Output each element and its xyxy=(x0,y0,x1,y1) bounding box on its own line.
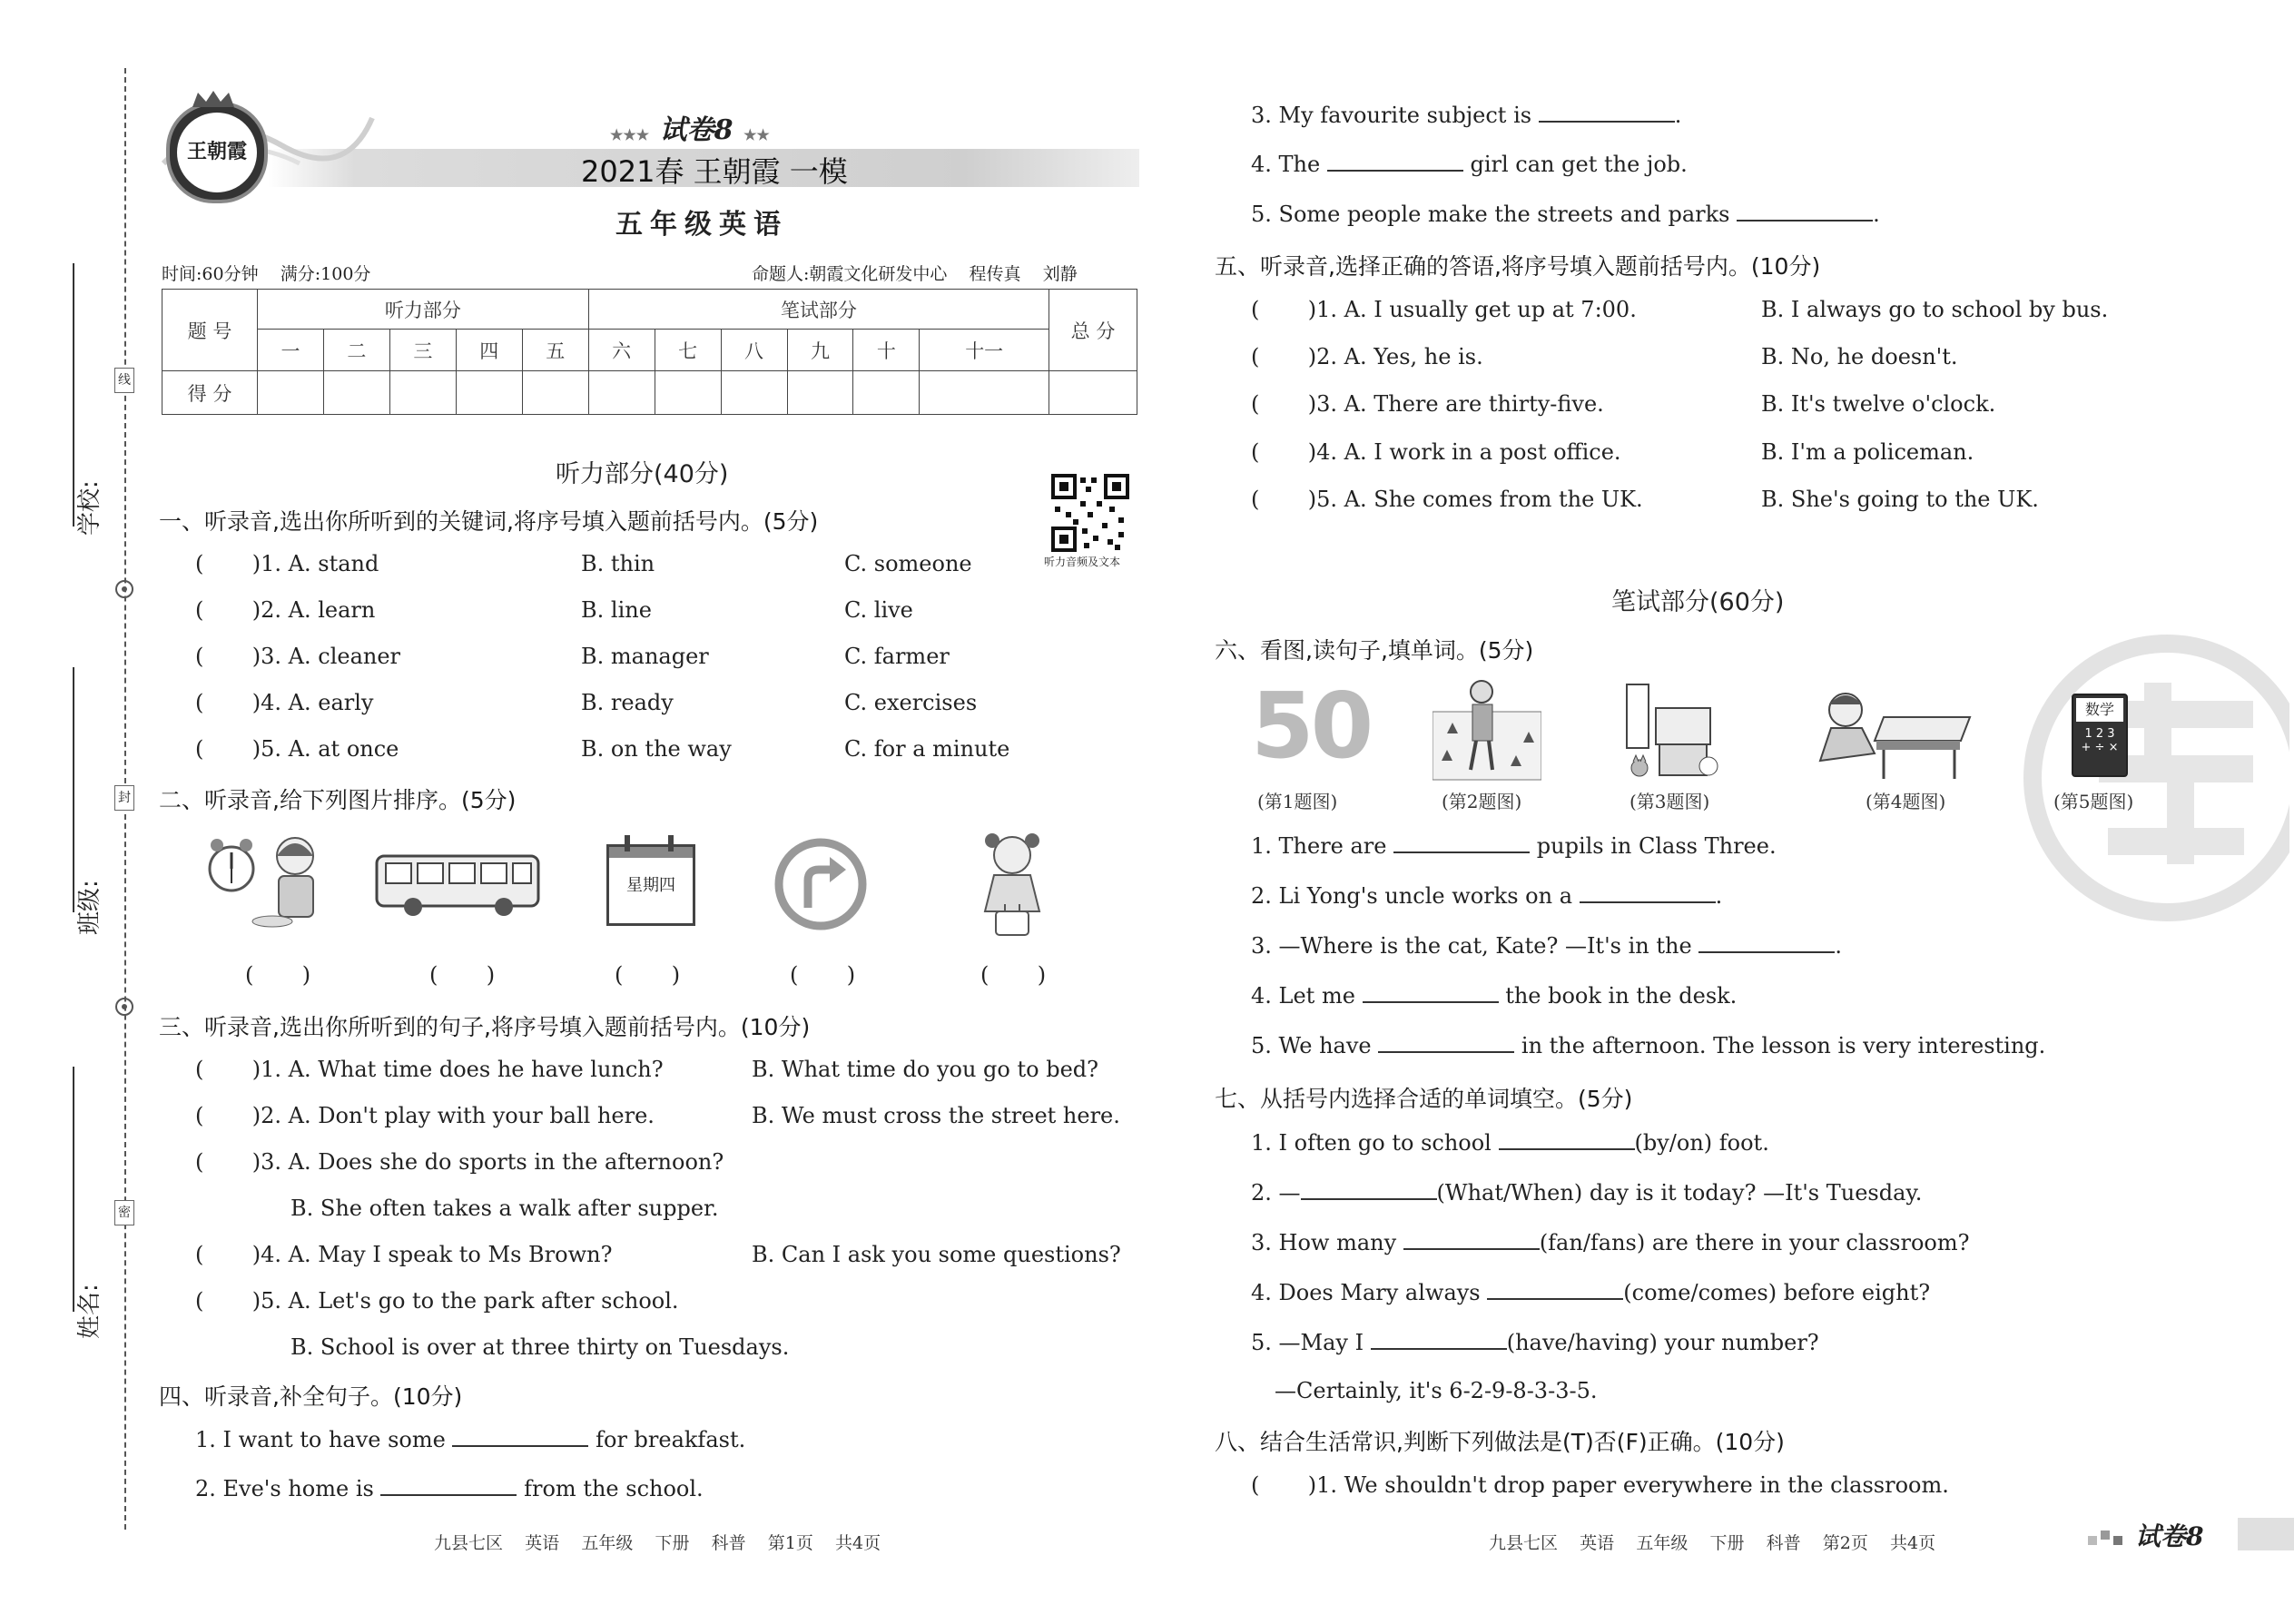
s6-q3 xyxy=(1251,933,1842,959)
s6-q1-text-b: pupils in Class Three. xyxy=(1536,833,1777,859)
s6-q4-text-b: the book in the desk. xyxy=(1505,983,1738,1009)
stars-left: ★★★ xyxy=(610,126,650,143)
s6-q2-text-a: 2. Li Yong's uncle works on a xyxy=(1251,883,1572,909)
s1-item-4-b: B. ready xyxy=(581,690,674,715)
s7-q3-text-a: 3. How many xyxy=(1251,1230,1397,1255)
left-footer: 九县七区 英语 五年级 下册 科普 第1页 共4页 xyxy=(434,1533,881,1553)
score-cell[interactable] xyxy=(522,371,588,415)
s4-q4-text-b: girl can get the job. xyxy=(1470,152,1688,177)
s4-q5-text-a: 5. Some people make the streets and parks xyxy=(1251,202,1730,227)
s6-q5 xyxy=(1251,1033,2045,1058)
s3-item-5-a: ( )5. A. Let's go to the park after school. xyxy=(195,1288,679,1314)
score-row-label: 题 号 xyxy=(162,290,258,371)
s7-q4-text-a: 4. Does Mary always xyxy=(1251,1280,1481,1305)
s6-q4-blank[interactable] xyxy=(1363,983,1499,1003)
written-header: 笔试部分 xyxy=(588,290,1049,330)
logo-text: 王朝霞 xyxy=(186,140,247,163)
s4-q1-text-a: 1. I want to have some xyxy=(195,1427,446,1452)
s6-q5-text-b: in the afternoon. The lesson is very interesting. xyxy=(1521,1033,2046,1058)
calendar-picture xyxy=(606,844,695,926)
score-num: 十 xyxy=(853,330,920,371)
s6-q3-blank[interactable] xyxy=(1698,933,1835,953)
pic-caption-3: (第3题图) xyxy=(1629,791,1710,812)
s7-q5-blank[interactable] xyxy=(1371,1330,1507,1350)
total-header: 总 分 xyxy=(1049,290,1137,371)
score-num: 七 xyxy=(655,330,721,371)
section-7-heading: 七、从括号内选择合适的单词填空。(5分) xyxy=(1215,1086,1633,1112)
s4-q5-text-b: . xyxy=(1873,202,1880,227)
s1-item-3-c: C. farmer xyxy=(844,644,950,669)
s4-q2-blank[interactable] xyxy=(380,1476,517,1496)
s3-item-4-b: B. Can I ask you some questions? xyxy=(752,1242,1121,1267)
s7-q4-blank[interactable] xyxy=(1487,1280,1623,1300)
s7-q2-text-b: (What/When) day is it today? —It's Tuesday. xyxy=(1436,1180,1923,1206)
qr-caption: 听力音频及文本 xyxy=(1044,556,1121,568)
s3-item-1-b: B. What time do you go to bed? xyxy=(752,1057,1099,1082)
pic-caption-1: (第1题图) xyxy=(1257,791,1338,812)
s4-q1 xyxy=(195,1427,745,1452)
s4-q3-text-b: . xyxy=(1674,103,1682,128)
s7-q4 xyxy=(1251,1280,1930,1305)
s4-q4 xyxy=(1251,152,1688,177)
bus-picture xyxy=(372,849,545,921)
s4-q4-blank[interactable] xyxy=(1327,152,1463,172)
s1-item-4-c: C. exercises xyxy=(844,690,978,715)
s4-q5 xyxy=(1251,202,1880,227)
name-label: 姓名: xyxy=(76,1284,103,1339)
corner-label: 试卷8 xyxy=(2135,1521,2204,1551)
s7-q3 xyxy=(1251,1230,1969,1255)
s5-item-2-a: ( )2. A. Yes, he is. xyxy=(1251,344,1483,369)
s3-item-1-a: ( )1. A. What time does he have lunch? xyxy=(195,1057,664,1082)
s5-item-4-b: B. I'm a policeman. xyxy=(1761,439,1974,465)
s2-paren-1[interactable]: ( ) xyxy=(245,962,311,988)
clock-boy-picture xyxy=(204,831,331,935)
s4-q2-text-a: 2. Eve's home is xyxy=(195,1476,374,1501)
s1-item-4: ( )4. A. early xyxy=(195,690,374,715)
s5-item-1-b: B. I always go to school by bus. xyxy=(1761,297,2109,322)
section-1-heading: 一、听录音,选出你所听到的关键词,将序号填入题前括号内。(5分) xyxy=(159,508,819,535)
corner-bar xyxy=(2238,1518,2294,1550)
score-num: 三 xyxy=(389,330,456,371)
score-row-label-2: 得 分 xyxy=(162,371,258,415)
s4-q3-text-a: 3. My favourite subject is xyxy=(1251,103,1532,128)
s3-item-3-a: ( )3. A. Does she do sports in the afternoon? xyxy=(195,1149,724,1175)
s6-q2 xyxy=(1251,883,1722,909)
section-2-heading: 二、听录音,给下列图片排序。(5分) xyxy=(159,787,517,813)
publisher-logo xyxy=(166,102,268,203)
school-label: 学校: xyxy=(76,480,103,536)
score-num: 五 xyxy=(522,330,588,371)
section-3-heading: 三、听录音,选出你所听到的句子,将序号填入题前括号内。(10分) xyxy=(159,1014,811,1040)
score-num: 十一 xyxy=(920,330,1049,371)
s5-item-4-a: ( )4. A. I work in a post office. xyxy=(1251,439,1621,465)
s7-q3-blank[interactable] xyxy=(1403,1230,1540,1250)
s1-item-3-b: B. manager xyxy=(581,644,709,669)
name-underline xyxy=(73,1067,74,1312)
section-5-heading: 五、听录音,选择正确的答语,将序号填入题前括号内。(10分) xyxy=(1215,253,1821,280)
room-cat-picture xyxy=(1623,681,1723,785)
calendar-rings-icon xyxy=(623,835,677,853)
pic-caption-5: (第5题图) xyxy=(2053,791,2134,812)
time-info: 时间:60分钟 满分:100分 xyxy=(162,264,371,284)
score-cell[interactable] xyxy=(389,371,456,415)
s5-item-3-a: ( )3. A. There are thirty-five. xyxy=(1251,391,1604,417)
s7-q1-text-a: 1. I often go to school xyxy=(1251,1130,1492,1156)
s1-item-2: ( )2. A. learn xyxy=(195,597,376,623)
crown-icon xyxy=(191,89,236,109)
series-label: 试卷8 xyxy=(659,114,733,146)
s7-q4-text-b: (come/comes) before eight? xyxy=(1623,1280,1931,1305)
s6-q3-text-b: . xyxy=(1835,933,1842,959)
pic-caption-4: (第4题图) xyxy=(1866,791,1946,812)
score-num: 一 xyxy=(258,330,324,371)
s6-q3-text-a: 3. —Where is the cat, Kate? —It's in the xyxy=(1251,933,1692,959)
number-50-picture: 50 xyxy=(1251,673,1371,779)
score-num: 九 xyxy=(787,330,853,371)
s1-item-5-b: B. on the way xyxy=(581,736,732,762)
score-cell[interactable] xyxy=(1049,371,1137,415)
series-label-row xyxy=(610,107,770,147)
s7-q2 xyxy=(1251,1180,1922,1206)
s4-q3-blank[interactable] xyxy=(1539,103,1675,123)
score-num: 四 xyxy=(456,330,522,371)
s1-item-3: ( )3. A. cleaner xyxy=(195,644,401,669)
boy-desk-picture xyxy=(1811,690,1974,781)
written-title: 笔试部分(60分) xyxy=(1611,588,1785,616)
corner-squares-decoration xyxy=(2088,1525,2133,1549)
section-8-heading: 八、结合生活常识,判断下列做法是(T)否(F)正确。(10分) xyxy=(1215,1429,1785,1455)
score-cell[interactable] xyxy=(853,371,920,415)
s3-item-2-a: ( )2. A. Don't play with your ball here. xyxy=(195,1103,655,1128)
listening-header: 听力部分 xyxy=(258,290,589,330)
math-card-digits: 1 2 3 xyxy=(2084,727,2115,741)
listening-title: 听力部分(40分) xyxy=(556,460,729,488)
s7-q5-text-b: (have/having) your number? xyxy=(1506,1330,1819,1355)
s7-q2-text-a: 2. — xyxy=(1251,1180,1301,1206)
s4-q1-blank[interactable] xyxy=(452,1427,588,1447)
s6-q5-blank[interactable] xyxy=(1378,1033,1514,1053)
s7-q3-text-b: (fan/fans) are there in your classroom? xyxy=(1539,1230,1970,1255)
s8-q1: ( )1. We shouldn't drop paper everywhere in the classroom. xyxy=(1251,1472,1949,1498)
right-footer: 九县七区 英语 五年级 下册 科普 第2页 共4页 xyxy=(1489,1533,1936,1553)
score-cell[interactable] xyxy=(323,371,389,415)
s4-q2-text-b: from the school. xyxy=(524,1476,704,1501)
stars-right: ★★ xyxy=(743,126,770,143)
score-cell[interactable] xyxy=(655,371,721,415)
s1-item-5: ( )5. A. at once xyxy=(195,736,399,762)
binding-char-seal: 封 xyxy=(114,785,134,811)
exam-subtitle: 五年级英语 xyxy=(615,209,788,241)
s6-q1 xyxy=(1251,833,1777,859)
score-cell[interactable] xyxy=(588,371,655,415)
s6-q4 xyxy=(1251,983,1737,1009)
turn-right-sign-icon xyxy=(773,837,868,931)
s7-q1-blank[interactable] xyxy=(1499,1130,1635,1150)
s4-q3 xyxy=(1251,103,1681,128)
s4-q5-blank[interactable] xyxy=(1737,202,1873,221)
math-card-picture xyxy=(2072,694,2128,777)
exam-title: 2021春 王朝霞 一模 xyxy=(581,154,848,189)
s7-q5 xyxy=(1251,1330,1819,1355)
s5-item-1-a: ( )1. A. I usually get up at 7:00. xyxy=(1251,297,1637,322)
s2-paren-2[interactable]: ( ) xyxy=(429,962,496,988)
binding-char-mi: 密 xyxy=(114,1200,134,1225)
s2-paren-3[interactable]: ( ) xyxy=(615,962,681,988)
binding-char-line: 线 xyxy=(114,368,134,393)
s6-q1-blank[interactable] xyxy=(1393,833,1530,853)
score-cell[interactable] xyxy=(258,371,324,415)
s7-q5-text-a: 5. —May I xyxy=(1251,1330,1364,1355)
s7-q5-answer: —Certainly, it's 6-2-9-8-3-3-5. xyxy=(1275,1378,1598,1403)
score-cell[interactable] xyxy=(787,371,853,415)
math-card-ops: + ÷ × xyxy=(2081,741,2119,754)
s1-item-1: ( )1. A. stand xyxy=(195,551,379,576)
s4-q2 xyxy=(195,1476,704,1501)
section-4-heading: 四、听录音,补全句子。(10分) xyxy=(159,1383,463,1410)
score-num: 二 xyxy=(323,330,389,371)
score-cell[interactable] xyxy=(920,371,1049,415)
s5-item-5-a: ( )5. A. She comes from the UK. xyxy=(1251,487,1643,512)
class-underline xyxy=(73,667,74,912)
class-label: 班级: xyxy=(76,880,103,935)
s1-item-1-b: B. thin xyxy=(581,551,655,576)
math-card-label: 数学 xyxy=(2076,698,2123,722)
score-cell[interactable] xyxy=(456,371,522,415)
s1-item-5-c: C. for a minute xyxy=(844,736,1010,762)
s7-q2-blank[interactable] xyxy=(1301,1180,1437,1200)
s6-q2-blank[interactable] xyxy=(1580,883,1716,903)
s1-item-2-c: C. live xyxy=(844,597,913,623)
s3-item-3-b: B. She often takes a walk after supper. xyxy=(290,1196,719,1221)
s7-q1-text-b: (by/on) foot. xyxy=(1634,1130,1769,1156)
calendar-text: 星期四 xyxy=(626,876,675,895)
score-cell[interactable] xyxy=(721,371,787,415)
s5-item-5-b: B. She's going to the UK. xyxy=(1761,487,2039,512)
score-num: 六 xyxy=(588,330,655,371)
s1-item-1-c: C. someone xyxy=(844,551,972,576)
s4-q1-text-b: for breakfast. xyxy=(596,1427,746,1452)
binding-ring-icon xyxy=(113,995,136,1019)
s6-q1-text-a: 1. There are xyxy=(1251,833,1387,859)
s1-item-2-b: B. line xyxy=(581,597,652,623)
s6-q2-text-b: . xyxy=(1715,883,1723,909)
s5-item-2-b: B. No, he doesn't. xyxy=(1761,344,1958,369)
score-table xyxy=(162,289,1137,415)
section-6-heading: 六、看图,读句子,填单词。(5分) xyxy=(1215,637,1534,664)
authors: 命题人:朝霞文化研发中心 程传真 刘静 xyxy=(752,264,1078,284)
s3-item-5-b: B. School is over at three thirty on Tuesdays. xyxy=(290,1334,790,1360)
s6-q5-text-a: 5. We have xyxy=(1251,1033,1372,1058)
watermark-seal-icon xyxy=(2017,628,2289,928)
s3-item-2-b: B. We must cross the street here. xyxy=(752,1103,1120,1128)
farm-picture xyxy=(1433,679,1541,783)
score-num: 八 xyxy=(721,330,787,371)
girl-cake-picture xyxy=(967,828,1067,941)
s2-paren-4[interactable]: ( ) xyxy=(790,962,856,988)
qr-code-icon[interactable] xyxy=(1051,474,1129,552)
s7-q1 xyxy=(1251,1130,1769,1156)
s4-q4-text-a: 4. The xyxy=(1251,152,1321,177)
s3-item-4-a: ( )4. A. May I speak to Ms Brown? xyxy=(195,1242,613,1267)
s5-item-3-b: B. It's twelve o'clock. xyxy=(1761,391,1996,417)
s6-q4-text-a: 4. Let me xyxy=(1251,983,1355,1009)
s2-paren-5[interactable]: ( ) xyxy=(980,962,1047,988)
pic-caption-2: (第2题图) xyxy=(1442,791,1522,812)
binding-ring-icon xyxy=(113,577,136,601)
